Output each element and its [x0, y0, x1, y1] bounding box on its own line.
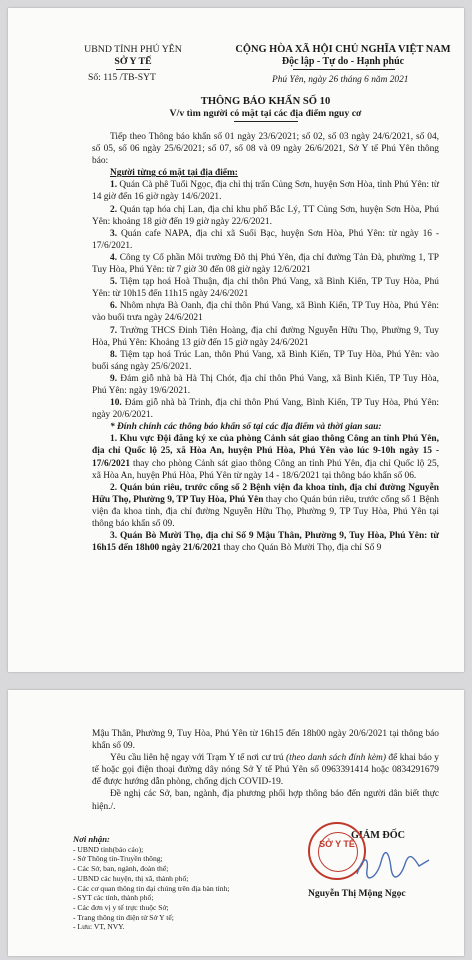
- correction-rest: thay cho phòng Cảnh sát giao thông Công an tỉnh Phú Yên, địa chỉ Quốc lộ 25, xã Hòa An, huyện Phú Hòa, Phú Yên từ ngày 14 - 18/6/2021 tại thông báo khẩn số 06.: [92, 458, 439, 481]
- locations-heading: Người từng có mặt tại địa điểm:: [110, 168, 238, 179]
- location-number: 9.: [110, 373, 118, 384]
- location-text: Trường THCS Đinh Tiên Hoàng, địa chỉ đường Nguyễn Hữu Thọ, Phường 9, Tuy Hòa, Phú Yên: Khoảng 13 giờ đến 15 giờ ngày 24/6/2021: [92, 325, 439, 348]
- agency-name: SỞ Y TẾ: [114, 56, 152, 67]
- recipients-list: [73, 845, 229, 932]
- recipients-block: [73, 835, 229, 932]
- intro-paragraph: Tiếp theo Thông báo khẩn số 01 ngày 23/6/2021; số 02, số 03 ngày 24/6/2021, số 04, số 05, số 06 ngày 25/6/2021; số 07, số 08 và 09 ngày 26/6/2021, Sở Y tế Phú Yên thông báo:: [92, 132, 439, 167]
- correction-bold: 2. Quán bún riêu, trước cổng số 2 Bệnh viện đa khoa tỉnh, địa chỉ đường Nguyễn Hữu Thọ, Phường 9, TP Tuy Hòa, Phú Yên: [92, 482, 439, 505]
- location-item: [92, 276, 439, 300]
- signer-title: GIÁM ĐỐC: [350, 830, 406, 841]
- correction-rest: thay cho Quán bún riêu, trước cổng số 1 Bệnh viện đa khoa tỉnh, địa chỉ đường Nguyễn Hữu Thọ, Phường 9, TP Tuy Hòa, Phú Yên tại thông báo khẩn số 09.: [92, 494, 439, 529]
- correction-item: [92, 482, 439, 530]
- correction-bold: 3. Quán Bò Mười Thọ, địa chỉ Số 9 Mậu Thân, Phường 9, Tuy Hòa, Phú Yên: từ 16h15 đến 18h00 ngày 21/6/2021: [92, 531, 439, 554]
- correction-heading: * Đính chính các thông báo khẩn số tại các địa điểm và thời gian sau:: [110, 422, 382, 433]
- agency-parent: UBND TỈNH PHÚ YÊN: [84, 44, 182, 55]
- location-number: 5.: [110, 277, 118, 288]
- corrections-list: [92, 433, 439, 554]
- notice-title: THÔNG BÁO KHẨN SỐ 10: [200, 96, 331, 107]
- page2-body: [92, 728, 439, 813]
- request-paragraph: [92, 752, 439, 788]
- recipient-item: - UBND tỉnh(báo cáo);: [73, 844, 144, 854]
- location-item: [92, 397, 439, 421]
- location-item: [92, 252, 439, 276]
- agency-underline: [116, 69, 150, 70]
- propose-paragraph: Đề nghị các Sở, ban, ngành, địa phương phối hợp thông báo đến người dân biết thực hiện./.: [92, 789, 439, 812]
- correction-item: [92, 433, 439, 481]
- notice-subject: V/v tìm người có mặt tại các địa điểm nguy cơ: [169, 108, 362, 119]
- location-text: Quán Cà phê Tuổi Ngọc, địa chỉ thị trấn Củng Sơn, huyện Sơn Hòa, tỉnh Phú Yên: từ 14 giờ đến 16 giờ ngày 14/6/2021.: [92, 180, 440, 203]
- signer-name: Nguyễn Thị Mộng Ngọc: [308, 888, 406, 899]
- recipient-item: - Các cơ quan thông tin đại chúng trên địa bàn tỉnh;: [73, 883, 230, 893]
- locations-list: [92, 179, 439, 421]
- national-motto: Độc lập - Tự do - Hạnh phúc: [281, 56, 405, 67]
- location-item: [92, 228, 439, 252]
- continuation-text: Mậu Thân, Phường 9, Tuy Hòa, Phú Yên từ 16h15 đến 18h00 ngày 20/6/2021 tại thông báo khẩn số 09.: [92, 729, 439, 752]
- recipient-item: - UBND các huyện, thị xã, thành phố;: [73, 873, 189, 883]
- location-item: [92, 325, 439, 349]
- location-text: Đám giỗ nhà bà Hà Thị Chót, địa chỉ thôn Phú Vang, xã Bình Kiến, TP Tuy Hòa, Phú Yên: ngày 19/6/2021.: [92, 373, 439, 396]
- location-number: 3.: [110, 228, 118, 239]
- location-text: Đám giỗ nhà bà Trinh, địa chỉ thôn Phú Vang, Bình Kiến, TP Tuy Hòa, Phú Yên: ngày 20/6/2021.: [92, 398, 439, 421]
- recipient-item: - Các Sở, ban, ngành, đoàn thể;: [73, 864, 169, 874]
- request-start: Yêu cầu liên hệ ngay với Trạm Y tế nơi cư trú: [110, 753, 287, 764]
- document-page-1: [8, 8, 464, 672]
- request-end: để khai báo y tế hoặc gọi điện thoại đường dây nóng Sở Y tế Phú Yên số 0963391414 hoặc 0834291679 để được hướng dẫn phòng, chống dịch COVID-19.: [92, 753, 439, 788]
- document-number: Số: 115 /TB-SYT: [88, 72, 156, 83]
- recipient-item: - Lưu: VT, NVY.: [73, 922, 125, 932]
- location-text: Quán tạp hóa chị Lan, địa chỉ khu phố Bắc Lý, TT Củng Sơn, huyện Sơn Hòa, Phú Yên: khoảng 18 giờ đến 19 giờ ngày 22/6/2021.: [92, 204, 439, 227]
- location-number: 8.: [110, 349, 118, 360]
- notice-body: [92, 131, 439, 554]
- location-text: Công ty Cổ phần Môi trường Đô thị Phú Yên, địa chỉ đường Tản Đà, phường 1, TP Tuy Hòa, Phú Yên: từ 7 giờ 30 đến 08 giờ ngày 12/6/2021: [92, 252, 439, 276]
- correction-item: [92, 530, 439, 554]
- recipients-label: Nơi nhận:: [73, 834, 110, 844]
- location-item: [92, 300, 439, 324]
- correction-rest: thay cho Quán Bò Mười Thọ, địa chỉ Số 9: [221, 543, 382, 554]
- location-text: Tiệm tạp hoá Hoà Thuận, địa chỉ thôn Phú Vang, xã Bình Kiến, TP Tuy Hòa, Phú Yên: từ 10h15 đến 11h15 ngày 24/6/2021: [92, 277, 439, 300]
- recipient-item: - Các đơn vị y tế trực thuộc Sở;: [73, 902, 169, 912]
- location-text: Tiệm tạp hoá Trúc Lan, thôn Phú Vang, xã Bình Kiến, TP Tuy Hòa, Phú Yên: vào buổi sáng ngày 25/6/2021.: [92, 349, 439, 372]
- location-number: 2.: [110, 204, 118, 215]
- location-number: 7.: [110, 325, 118, 336]
- location-number: 10.: [110, 398, 122, 409]
- recipient-item: - Trang thông tin điện tử Sở Y tế;: [73, 912, 174, 922]
- location-number: 6.: [110, 301, 118, 312]
- location-item: [92, 349, 439, 373]
- document-date: Phú Yên, ngày 26 tháng 6 năm 2021: [272, 75, 409, 85]
- motto-underline: [293, 69, 395, 70]
- location-text: Nhôm nhựa Bà Oanh, địa chỉ thôn Phú Vang, xã Bình Kiến, TP Tuy Hòa, Phú Yên: vào buổi trưa ngày 24/6/2021: [92, 301, 440, 324]
- location-item: [92, 373, 439, 397]
- republic-title: CỘNG HÒA XÃ HỘI CHỦ NGHĨA VIỆT NAM: [235, 44, 451, 55]
- document-page-2: [8, 690, 464, 956]
- location-item: [92, 204, 439, 228]
- recipient-item: - Sở Thông tin-Truyền thông;: [73, 854, 163, 864]
- location-number: 4.: [110, 252, 118, 263]
- location-number: 1.: [110, 180, 118, 191]
- request-italic: (theo danh sách đính kèm): [286, 753, 386, 764]
- correction-bold: 1. Khu vực Đội đăng ký xe của phòng Cảnh sát giao thông Công an tỉnh Phú Yên, địa chỉ Quốc lộ 25, xã Hòa An, huyện Phú Hòa, Phú Yên vào lúc 9-10h ngày 15 - 17/6/2021: [92, 434, 439, 469]
- location-text: Quán cafe NAPA, địa chỉ xã Suối Bạc, huyện Sơn Hòa, Phú Yên: từ ngày 16 - 17/6/2021.: [92, 228, 440, 251]
- location-item: [92, 179, 439, 203]
- signature-mark: [353, 848, 433, 884]
- stamp-text: SỞ Y TẾ: [319, 839, 355, 849]
- recipient-item: - SYT các tỉnh, thành phố;: [73, 893, 154, 903]
- subject-underline: [234, 121, 298, 122]
